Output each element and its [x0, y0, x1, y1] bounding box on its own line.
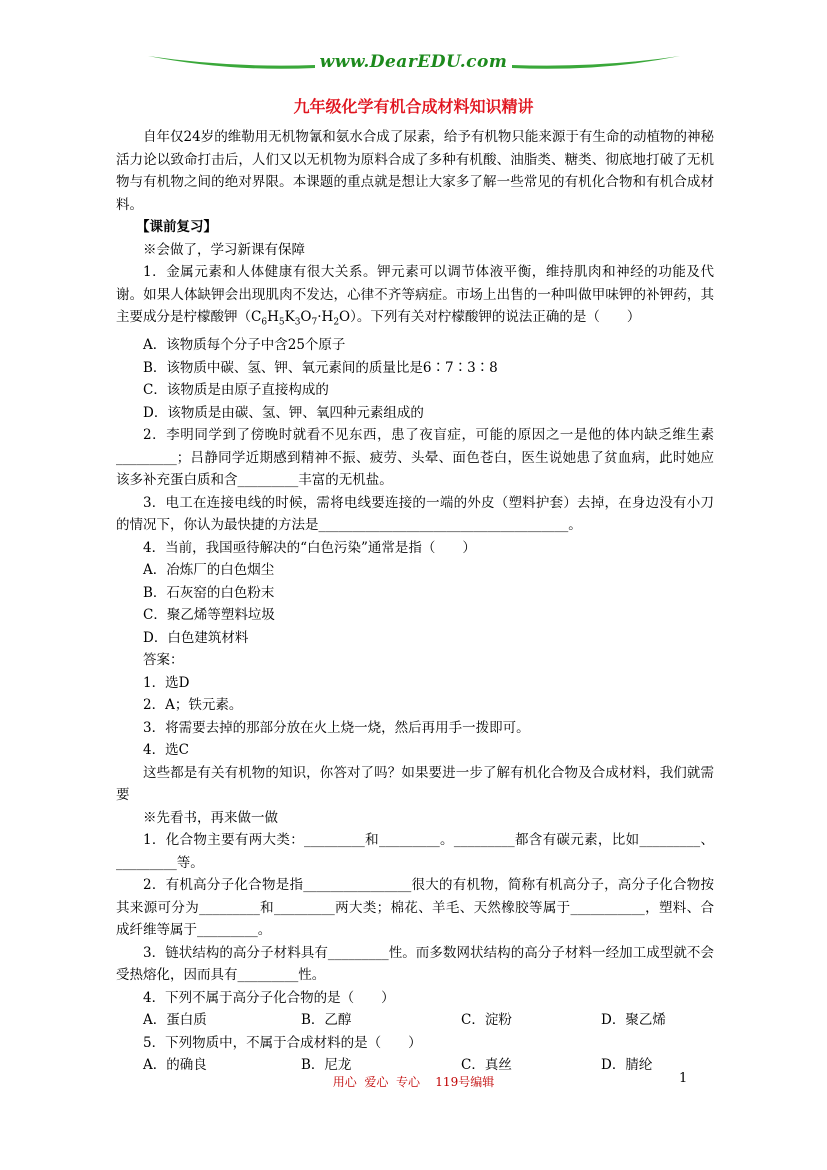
question-1: 1．金属元素和人体健康有很大关系。钾元素可以调节体液平衡，维持肌肉和神经的功能及代谢。如果人体缺钾会出现肌肉不发达，心律不齐等病症。市场上出售的一种叫做甲味钾的补钾药，其主要成分是柠檬酸钾$(C_6H_5K_3O_7\cdot H_2O)$。下列有关对柠檬酸钾的说法正确的是（ ）	[116, 264, 714, 328]
answers-heading: 答案：	[143, 652, 184, 669]
r4-option-a: A．蛋白质	[143, 1012, 207, 1029]
site-header	[140, 48, 687, 78]
q1-option-a: A．该物质每个分子中含25个原子	[143, 337, 346, 354]
page-title: 九年级化学有机合成材料知识精讲	[293, 97, 534, 116]
read-question-2: 2．有机高分子化合物是指________________很大的有机物，简称有机高分子，高分子化合物按其来源可分为_________和_________两大类；棉花、羊毛、天然橡胶等属于___________，塑料、合成纤维等属于_________。	[116, 877, 714, 939]
intro-paragraph: 自年仅24岁的维勒用无机物氰和氨水合成了尿素，给予有机物只能来源于有生命的动植物的神秘活力论以致命打击后，人们又以无机物为原料合成了多种有机酸、油脂类、糖类、彻底地打破了无机物与有机物之间的绝对界限。本课题的重点就是想让大家多了解一些常见的有机化合物和有机合成材料。	[116, 129, 714, 213]
q4-option-a: A．冶炼厂的白色烟尘	[143, 562, 275, 579]
r5-option-b: B．尼龙	[301, 1057, 352, 1074]
q4-option-d: D．白色建筑材料	[143, 629, 249, 646]
site-logo[interactable]: www.DearEDU.com	[319, 52, 508, 72]
page-number: 1	[679, 1071, 688, 1086]
question-3: 3．电工在连接电线的时候，需将电线要连接的一端的外皮（塑料护套）去掉，在身边没有小刀的情况下，你认为最快捷的方法是_____________________________________。	[116, 494, 714, 534]
q1-option-b: B．该物质中碳、氢、钾、氧元素间的质量比是6∶7∶3∶8	[143, 359, 498, 376]
r5-option-d: D．腈纶	[601, 1057, 653, 1074]
r4-option-b: B．乙醇	[301, 1012, 352, 1029]
read-question-3: 3．链状结构的高分子材料具有_________性。而多数网状结构的高分子材料一经加工成型就不会受热熔化，因而具有_________性。	[116, 944, 714, 984]
transition-paragraph: 这些都是有关有机物的知识，你答对了吗？如果要进一步了解有机化合物及合成材料，我们就需要	[116, 764, 714, 804]
r4-options	[116, 1009, 714, 1032]
q4-option-c: C．聚乙烯等塑料垃圾	[143, 607, 275, 624]
answer-1: 1．选D	[143, 674, 190, 691]
review-heading: 【课前复习】	[136, 219, 217, 235]
answer-4: 4．选C	[143, 742, 189, 759]
q1-option-c: C．该物质是由原子直接构成的	[143, 382, 329, 399]
read-question-5: 5．下列物质中，不属于合成材料的是（ ）	[143, 1034, 422, 1051]
r4-option-d: D．聚乙烯	[601, 1012, 666, 1029]
answer-2: 2．A；铁元素。	[143, 697, 243, 714]
answer-3: 3．将需要去掉的那部分放在火上烧一烧，然后再用手一拨即可。	[143, 719, 530, 736]
read-question-1: 1．化合物主要有两大类：_________和_________。_________都含有碳元素，比如_________、_________等。	[116, 832, 714, 871]
read-subheading: ※先看书，再来做一做	[143, 809, 278, 826]
read-question-4: 4．下列不属于高分子化合物的是（ ）	[143, 989, 395, 1006]
q1-option-d: D．该物质是由碳、氢、钾、氧四种元素组成的	[143, 404, 424, 421]
question-2: 2．李明同学到了傍晚时就看不见东西，患了夜盲症，可能的原因之一是他的体内缺乏维生素_________；吕静同学近期感到精神不振、疲劳、头晕、面色苍白，医生说她患了贫血病，此时她应该多补充蛋白质和含_________丰富的无机盐。	[116, 427, 714, 489]
page-footer: 用心 爱心 专心 119号编辑	[332, 1075, 495, 1089]
question-4: 4．当前，我国亟待解决的“白色污染”通常是指（ ）	[143, 539, 476, 556]
r5-option-a: A．的确良	[143, 1057, 207, 1074]
r5-option-c: C．真丝	[461, 1057, 512, 1074]
review-subheading: ※会做了，学习新课有保障	[143, 241, 305, 258]
document-body	[116, 126, 714, 1077]
q4-option-b: B．石灰窑的白色粉末	[143, 584, 275, 601]
r4-option-c: C．淀粉	[461, 1012, 512, 1029]
